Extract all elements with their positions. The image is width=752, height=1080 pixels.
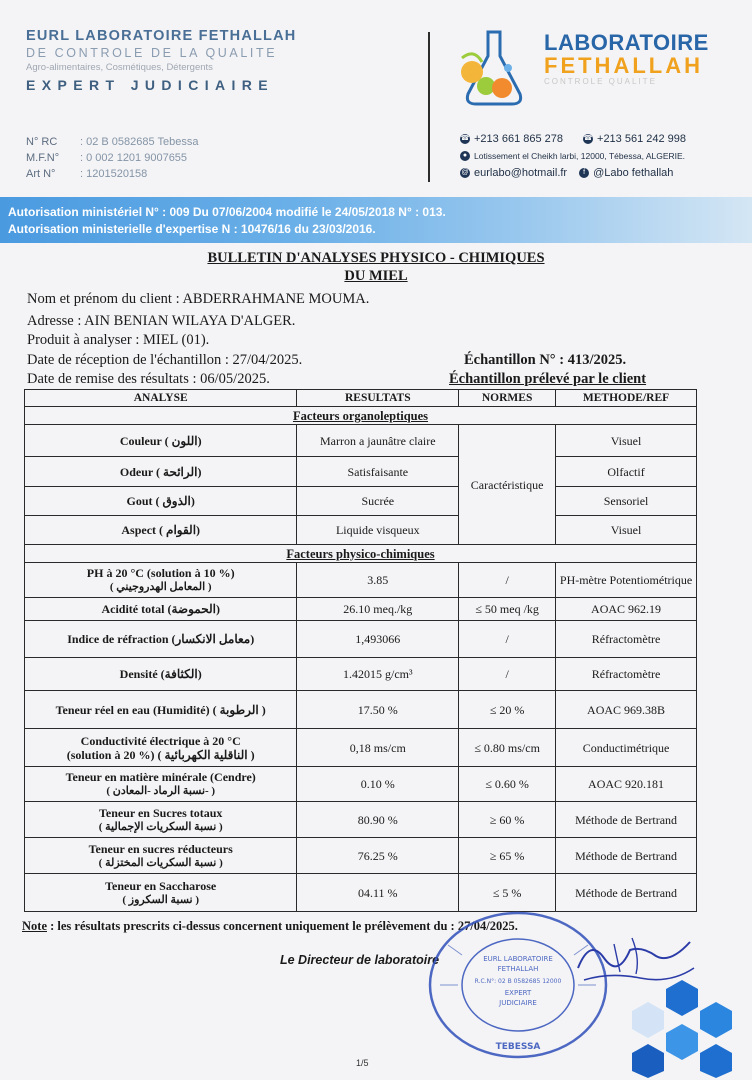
authorization-text: [8, 204, 446, 238]
sampled-by: Échantillon prélevé par le client: [449, 371, 647, 387]
client-address: Adresse : AIN BENIAN WILAYA D'ALGER.: [27, 313, 296, 329]
analyse-name: Teneur en Saccharose: [105, 878, 217, 893]
stamp-city: TEBESSA: [495, 1042, 541, 1052]
norme-cell: Caractéristique: [459, 425, 556, 545]
results-table: [24, 389, 697, 912]
sample-number: Échantillon N° : 413/2025.: [464, 352, 627, 368]
analyse-arabic: (solution à 20 %) ( الناقلية الكهربائية ): [66, 747, 255, 762]
document-title: BULLETIN D'ANALYSES PHYSICO - CHIMIQUES: [207, 250, 545, 266]
analyse-cell: Densité (الكثافة): [25, 658, 297, 691]
stamp-line-1: EURL LABORATOIRE: [483, 955, 553, 963]
analyse-arabic: ( نسبة السكريات الإجمالية ): [98, 820, 223, 833]
analyse-cell: Acidité total (الحموضة): [25, 598, 297, 621]
mf-value: : 0 002 1201 9007655: [80, 152, 188, 164]
table-row: [25, 598, 697, 621]
client-product: Produit à analyser : MIEL (01).: [27, 332, 210, 348]
lab-facebook: @Labo fethallah: [593, 166, 674, 179]
brand-block: [544, 30, 709, 86]
result-cell: 76.25 %: [297, 838, 459, 874]
phone-icon: ☎: [460, 134, 470, 142]
method-cell: AOAC 920.181: [556, 767, 697, 802]
result-cell: 0.10 %: [297, 767, 459, 802]
contact-block: [460, 130, 686, 181]
analyse-name: Teneur en Sucres totaux: [98, 805, 223, 820]
facebook-icon: f: [579, 168, 589, 178]
delivery-date: Date de remise des résultats : 06/05/2025.: [27, 371, 270, 387]
table-row: [25, 729, 697, 767]
result-cell: 80.90 %: [297, 802, 459, 838]
method-cell: Sensoriel: [556, 487, 697, 516]
method-cell: AOAC 969.38B: [556, 691, 697, 729]
brand-surname: FETHALLAH: [544, 53, 703, 78]
method-cell: Réfractomètre: [556, 658, 697, 691]
lab-address: Lotissement el Cheikh larbi, 12000, Tébessa, ALGERIE.: [474, 150, 686, 161]
norme-cell: /: [459, 621, 556, 658]
analyse-cell: Aspect ( القوام): [25, 516, 297, 545]
norme-cell: ≤ 0.80 ms/cm: [459, 729, 556, 767]
method-cell: PH-mètre Potentiométrique: [556, 563, 697, 598]
result-cell: 1,493066: [297, 621, 459, 658]
director-label: Le Directeur de laboratoire: [280, 953, 440, 967]
norme-cell: ≤ 50 meq /kg: [459, 598, 556, 621]
company-block: [26, 28, 326, 93]
registration-ids: [26, 134, 198, 182]
method-cell: Méthode de Bertrand: [556, 874, 697, 912]
result-cell: 17.50 %: [297, 691, 459, 729]
analyse-cell: Odeur ( الرائحة): [25, 457, 297, 487]
analyse-arabic: ( نسبة السكريات المختزلة ): [98, 856, 223, 869]
col-methode: METHODE/REF: [556, 390, 697, 407]
col-normes: NORMES: [459, 390, 556, 407]
reception-date: Date de réception de l'échantillon : 27/04/2025.: [27, 352, 303, 368]
method-cell: Visuel: [556, 516, 697, 545]
result-cell: 0,18 ms/cm: [297, 729, 459, 767]
table-row: [25, 621, 697, 658]
section-physico: Facteurs physico-chimiques: [25, 545, 697, 563]
art-value: : 1201520158: [80, 168, 148, 180]
table-row: [25, 425, 697, 457]
norme-cell: ≤ 20 %: [459, 691, 556, 729]
col-analyse: ANALYSE: [25, 390, 297, 407]
table-row: [25, 838, 697, 874]
method-cell: Méthode de Bertrand: [556, 838, 697, 874]
flask-logo-icon: [458, 28, 528, 108]
document-subtitle: DU MIEL: [344, 268, 408, 284]
norme-cell: ≥ 65 %: [459, 838, 556, 874]
analyse-cell: Indice de réfraction (معامل الانكسار): [25, 621, 297, 658]
analyse-name: Teneur en sucres réducteurs: [88, 841, 233, 856]
table-row: [25, 457, 697, 487]
method-cell: Réfractomètre: [556, 621, 697, 658]
table-row: [25, 767, 697, 802]
result-cell: Liquide visqueux: [297, 516, 459, 545]
col-resultats: RESULTATS: [297, 390, 459, 407]
method-cell: AOAC 962.19: [556, 598, 697, 621]
table-header-row: [25, 390, 697, 407]
analyse-name: PH à 20 °C (solution à 10 %): [86, 566, 235, 580]
stamp-line-5: JUDICIAIRE: [499, 999, 537, 1007]
authorization-line-2: Autorisation ministerielle d'expertise N : 10476/16 du 23/03/2016.: [8, 222, 376, 236]
email-icon: @: [461, 168, 469, 176]
company-sectors: Agro-alimentaires, Cosmétiques, Détergents: [26, 62, 213, 73]
method-cell: Méthode de Bertrand: [556, 802, 697, 838]
company-activity: DE CONTROLE DE LA QUALITE: [26, 46, 278, 60]
rc-value: : 02 B 0582685 Tebessa: [80, 136, 199, 148]
result-cell: 26.10 meq./kg: [297, 598, 459, 621]
analyse-arabic: ( نسبة السكروز ): [122, 893, 200, 906]
company-name: EURL LABORATOIRE FETHALLAH: [26, 28, 297, 44]
authorization-line-1: Autorisation ministériel N° : 009 Du 07/06/2004 modifié le 24/05/2018 N° : 013.: [8, 205, 446, 219]
table-row: [25, 658, 697, 691]
analyse-arabic: ( المعامل الهدروجيني ): [109, 581, 212, 593]
result-cell: 3.85: [297, 563, 459, 598]
table-row: [25, 691, 697, 729]
page-number: 1/5: [356, 1058, 369, 1068]
header-divider: [428, 32, 430, 182]
norme-cell: /: [459, 658, 556, 691]
analyse-name: Conductivité électrique à 20 °C: [80, 733, 241, 748]
phone-1: +213 661 865 278: [474, 132, 564, 145]
table-row: [25, 516, 697, 545]
norme-cell: ≥ 60 %: [459, 802, 556, 838]
mf-label: M.F.N°: [26, 152, 60, 164]
phone-2: +213 561 242 998: [597, 132, 687, 145]
method-cell: Olfactif: [556, 457, 697, 487]
section-organoleptic: Facteurs organoleptiques: [25, 407, 697, 425]
art-label: Art N°: [26, 168, 56, 180]
lab-email: eurlabo@hotmail.fr: [474, 166, 568, 179]
norme-cell: ≤ 0.60 %: [459, 767, 556, 802]
analyse-name: Teneur en matière minérale (Cendre): [65, 770, 256, 784]
rc-label: N° RC: [26, 136, 58, 148]
note-label: Note: [22, 919, 47, 933]
analyse-cell: Couleur ( اللون): [25, 425, 297, 457]
analyse-arabic: ( نسبة الرماد -المعادن- ): [106, 785, 216, 797]
client-name: Nom et prénom du client : ABDERRAHMANE MOUMA.: [27, 291, 370, 307]
brand-tagline: CONTROLE QUALITE: [544, 77, 657, 86]
norme-cell: /: [459, 563, 556, 598]
company-expert: EXPERT JUDICIAIRE: [26, 77, 275, 93]
result-cell: 04.11 %: [297, 874, 459, 912]
hexagon-decoration: [622, 978, 742, 1078]
result-cell: Marron a jaunâtre claire: [297, 425, 459, 457]
result-cell: Satisfaisante: [297, 457, 459, 487]
result-cell: Sucrée: [297, 487, 459, 516]
phone-icon: ☎: [583, 134, 593, 142]
note-text: : les résultats prescrits ci-dessus concernent uniquement le prélèvement du : 27/04/2025.: [47, 919, 518, 933]
method-cell: Conductimétrique: [556, 729, 697, 767]
stamp-line-3: R.C.N°: 02 B 0582685 12000: [474, 978, 562, 985]
table-row: [25, 487, 697, 516]
table-row: [25, 563, 697, 598]
norme-cell: ≤ 5 %: [459, 874, 556, 912]
analyse-cell: Teneur réel en eau (Humidité) ( الرطوبة ): [25, 691, 297, 729]
stamp-line-2: FETHALLAH: [497, 965, 539, 973]
stamp-line-4: EXPERT: [504, 989, 532, 997]
location-icon: ●: [460, 151, 470, 161]
table-row: [25, 802, 697, 838]
method-cell: Visuel: [556, 425, 697, 457]
analyse-cell: Gout ( الذوق): [25, 487, 297, 516]
result-cell: 1.42015 g/cm³: [297, 658, 459, 691]
brand-name: LABORATOIRE: [544, 30, 709, 55]
